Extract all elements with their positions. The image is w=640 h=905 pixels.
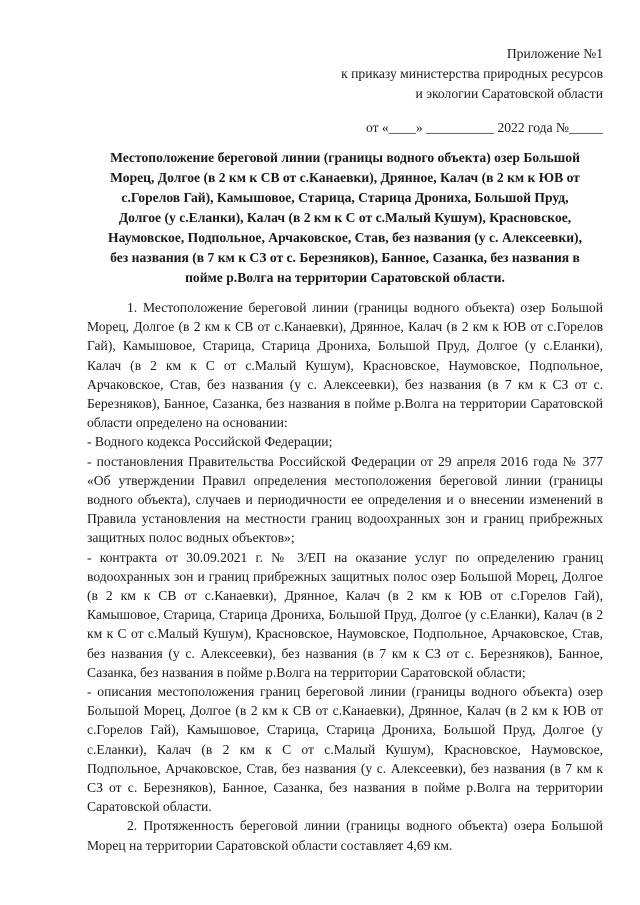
basis-item-government-decree: - постановления Правительства Российской Федерации от 29 апреля 2016 года № 377 «Об утверждении Правил определения местоположения береговой линии (границы водного объекта), случаев и периодичности ее определения и о внесении изменений в Правила установления на местности границ водоохранных зон и границ прибрежных защитных полос водных объектов»; — [87, 453, 603, 546]
document-title: Местоположение береговой линии (границы водного объекта) озер Большой Морец, Долгое (в 2 км к СВ от с.Канаевки), Дрянное, Калач (в 2 км к ЮВ от с.Горелов Гай), Камышовое, Старица, Старица Дрониха, Большой Пруд, Долгое (у с.Еланки), Калач (в 2 км к С от с.Малый Кушум), Красновское, Наумовское, Подпольное, Арчаковское, Став, без названия (у с. Алексеевки), без названия (в 7 км к СЗ от с. Березняков), Банное, Сазанка, без названия в пойме р.Волга на территории Саратовской области. — [108, 150, 582, 285]
paragraph-2: 2. Протяженность береговой линии (границы водного объекта) озера Большой Морец на территории Саратовской области составляет 4,69 км. — [87, 818, 603, 853]
document-body — [87, 298, 603, 855]
appendix-title: Приложение №1 — [506, 46, 603, 61]
appendix-ministry-line: и экологии Саратовской области — [415, 86, 603, 101]
order-date-line: от «____» __________ 2022 года №_____ — [365, 120, 603, 135]
paragraph-1: 1. Местоположение береговой линии (границы водного объекта) озер Большой Морец, Долгое (в 2 км к СВ от с.Канаевки), Дрянное, Калач (в 2 км к ЮВ от с.Горелов Гай), Камышовое, Старица, Старица Дрониха, Большой Пруд, Долгое (у с.Еланки), Калач (в 2 км к С от с.Малый Кушум), Красновское, Наумовское, Подпольное, Арчаковское, Став, без названия (у с. Алексеевки), без названия (в 7 км к СЗ от с. Березняков), Банное, Сазанка, без названия в пойме р.Волга на территории Саратовской области определено на основании: — [87, 300, 603, 431]
basis-item-water-code: - Водного кодекса Российской Федерации; — [87, 434, 333, 450]
appendix-order-line: к приказу министерства природных ресурсов — [341, 66, 603, 81]
basis-item-description: - описания местоположения границ береговой линии (границы водного объекта) озер Большой Морец, Долгое (в 2 км к СВ от с.Канаевки), Дрянное, Калач (в 2 км к ЮВ от с.Горелов Гай), Камышовое, Старица, Старица Дрониха, Большой Пруд, Долгое (у с.Еланки), Калач (в 2 км к С от с.Малый Кушум), Красновское, Наумовское, Подпольное, Арчаковское, Став, без названия (у с. Алексеевки), без названия (в 7 км к СЗ от с. Березняков), Банное, Сазанка, без названия в пойме р.Волга на территории Саратовской области. — [87, 684, 603, 815]
basis-item-contract: - контракта от 30.09.2021 г. № 3/ЕП на оказание услуг по определению границ водоохранных зон и границ прибрежных защитных полос озер Большой Морец, Долгое (в 2 км к СВ от с.Канаевки), Дрянное, Калач (в 2 км к ЮВ от с.Горелов Гай), Камышовое, Старица, Старица Дрониха, Большой Пруд, Долгое (у с.Еланки), Калач (в 2 км к С от с.Малый Кушум), Красновское, Наумовское, Подпольное, Арчаковское, Став, без названия (у с. Алексеевки), без названия (в 7 км к СЗ от с. Березняков), Банное, Сазанка, без названия в пойме р.Волга на территории Саратовской области; — [87, 549, 603, 680]
appendix-header — [303, 44, 603, 104]
